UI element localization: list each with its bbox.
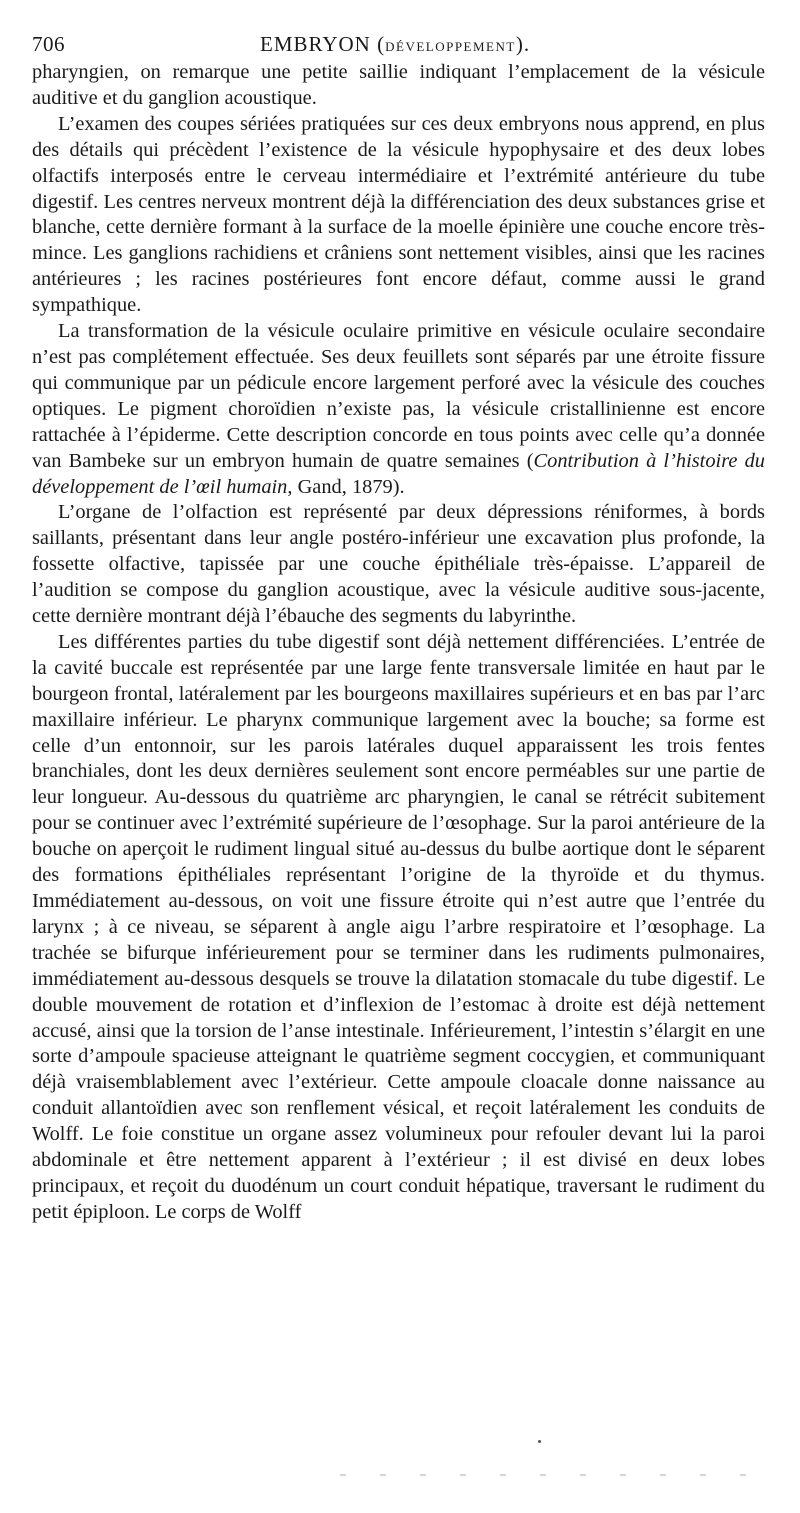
citation-title: Contribution à l’histoire du développement de l’œil humain bbox=[32, 449, 765, 498]
document-page bbox=[32, 28, 765, 1226]
running-subtitle: DÉVELOPPEMENT bbox=[385, 39, 516, 54]
paragraph-tube-digestif: Les différentes parties du tube digestif sont déjà nettement différenciées. L’entrée de la cavité buccale est représentée par une large fente transversale limitée en haut par le bourgeon frontal, latéralement par les bourgeons maxillaires supérieurs et en bas par l’arc maxillaire inférieur. Le pharynx communique largement avec la bouche; sa forme est celle d’un entonnoir, sur les parois latérales duquel apparaissent les trois fentes branchiales, dont les deux dernières seulement sont encore perméables sur une partie de leur longueur. Au-dessous du quatrième arc pharyngien, le canal se rétrécit subitement pour se continuer avec l’extrémité supérieure de l’œsophage. Sur la paroi antérieure de la bouche on aperçoit le rudiment lingual situé au-dessus du bulbe aortique dont le séparent des formations épithéliales représentant l’origine de la thyroïde et du thymus. Immédiatement au-dessous, on voit une fissure étroite qui n’est autre que l’entrée du larynx ; à ce niveau, se séparent à angle aigu l’arbre respiratoire et l’œsophage. La trachée se bifurque inférieurement pour se terminer dans les rudiments pulmonaires, immédiatement au-dessous desquels se trouve la dilatation stomacale du tube digestif. Le double mouvement de rotation et d’inflexion de l’estomac à droite est déjà nettement accusé, ainsi que la torsion de l’anse intestinale. Inférieurement, l’intestin s’élargit en une sorte d’ampoule spacieuse atteignant le quatrième segment coccygien, et communiquant déjà vraisemblablement avec l’extérieur. Cette ampoule cloacale donne naissance au conduit allantoïdien avec son renflement vésical, et reçoit latéralement les conduits de Wolff. Le foie constitue un organe assez volumineux pour refouler devant lui la paroi abdominale et être nettement apparent à l’extérieur ; il est divisé en deux lobes principaux, et reçoit du duodénum un court conduit hépatique, traversant le rudiment du petit épiploon. Le corps de Wolff bbox=[32, 630, 765, 1223]
paragraph-coupes-seriees: L’examen des coupes sériées pratiquées sur ces deux embryons nous apprend, en plus des détails qui précèdent l’existence de la vésicule hypophysaire et des deux lobes olfactifs interposés entre le cerveau intermédiaire et l’extrémité antérieure du tube digestif. Les centres nerveux montrent déjà la différenciation des deux substances grise et blanche, cette dernière formant à la surface de la moelle épinière une couche encore très-mince. Les ganglions rachidiens et crâniens sont nettement visibles, ainsi que les racines antérieures ; les racines postérieures font encore défaut, comme aussi le grand sympathique. bbox=[32, 112, 765, 317]
paragraph-olfaction: L’organe de l’olfaction est représenté par deux dépressions réniformes, à bords saillants, présentant dans leur angle postéro-inférieur une excavation plus profonde, la fossette olfactive, tapissée par une couche épithéliale très-épaisse. L’appareil de l’audition se compose du ganglion acoustique, avec la vésicule auditive sous-jacente, cette dernière montrant déjà l’ébauche des segments du labyrinthe. bbox=[32, 501, 765, 628]
running-title: EMBRYON ( bbox=[260, 32, 386, 56]
print-speck bbox=[538, 1440, 541, 1443]
scan-noise-line bbox=[340, 1474, 760, 1476]
running-head bbox=[260, 32, 530, 57]
body-text bbox=[32, 60, 765, 1226]
paragraph-vesicule-oculaire-text: La transformation de la vésicule oculaire primitive en vésicule oculaire secondaire n’est pas complétement effectuée. Ses deux feuillets sont séparés par une étroite fissure qui communique par un pédicule encore largement perforé avec la vésicule des couches optiques. Le pigment choroïdien n’existe pas, la vésicule cristallinienne est encore rattachée à l’épiderme. Cette description concorde en tous points avec celle qu’a donnée van Bambeke sur un embryon humain de quatre semaines ( bbox=[32, 320, 765, 472]
paragraph-continued: pharyngien, on remarque une petite saillie indiquant l’emplacement de la vésicule auditive et du ganglion acoustique. bbox=[32, 61, 765, 109]
citation-after: , Gand, 1879). bbox=[287, 475, 405, 498]
running-close: ). bbox=[515, 32, 531, 56]
paragraph-vesicule-oculaire bbox=[32, 319, 765, 500]
page-number: 706 bbox=[32, 32, 65, 56]
page-header bbox=[32, 28, 765, 60]
